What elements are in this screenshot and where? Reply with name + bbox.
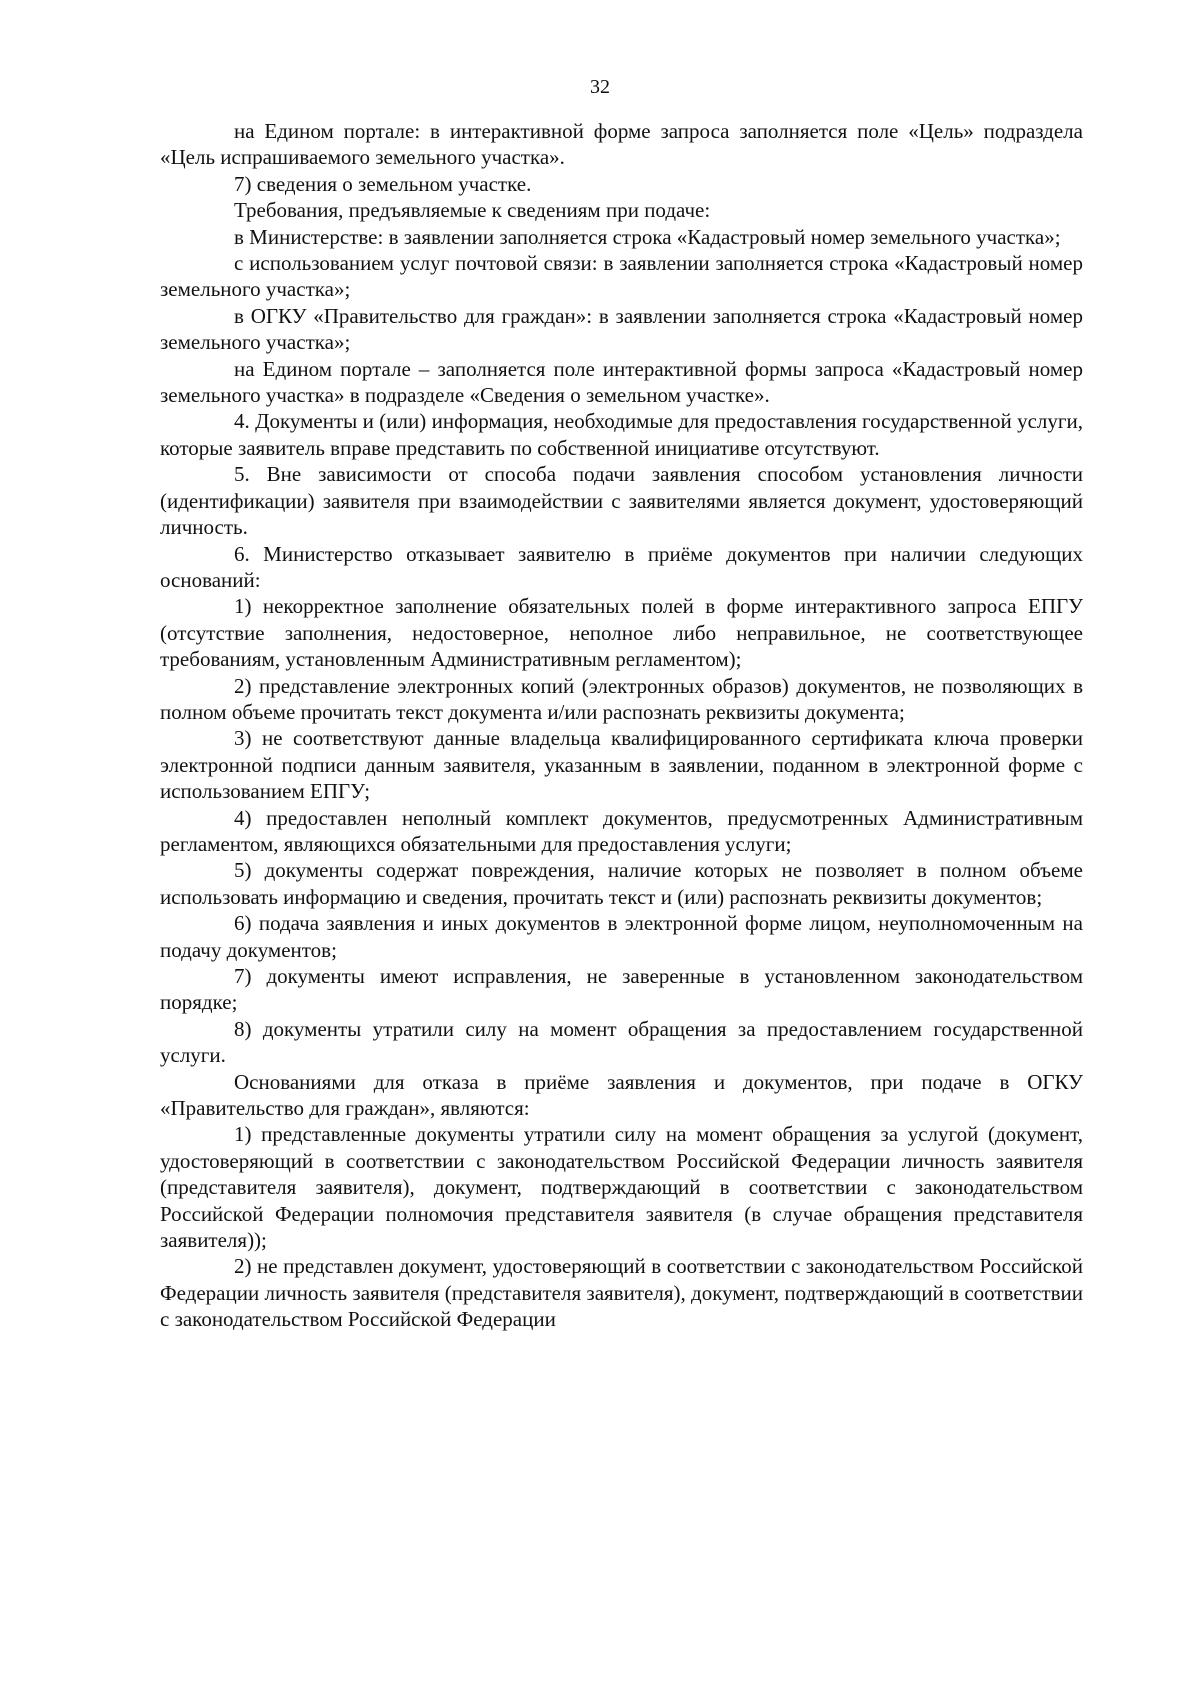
list-item: 1) некорректное заполнение обязательных полей в форме интерактивного запроса ЕПГУ (отсутствие заполнения, недостоверное, неполное либо неправильное, не соответствующее требованиям, установленным Административным регламентом); [160, 594, 1083, 672]
list-item: 3) не соответствуют данные владельца квалифицированного сертификата ключа проверки электронной подписи данным заявителя, указанным в заявлении, поданном в электронной форме с использованием ЕПГУ; [160, 726, 1083, 804]
page-number: 32 [590, 76, 610, 98]
document-body [160, 118, 1083, 1333]
list-item: 1) представленные документы утратили силу на момент обращения за услугой (документ, удостоверяющий в соответствии с законодательством Российской Федерации личность заявителя (представителя заявителя), документ, подтверждающий в соответствии с законодательством Российской Федерации полномочия представителя заявителя (в случае обращения представителя заявителя)); [160, 1122, 1083, 1253]
list-item: 4) предоставлен неполный комплект документов, предусмотренных Административным регламентом, являющихся обязательными для предоставления услуги; [160, 805, 1083, 856]
list-item: 2) представление электронных копий (электронных образов) документов, не позволяющих в полном объеме прочитать текст документа и/или распознать реквизиты документа; [160, 673, 1083, 724]
list-item: 2) не представлен документ, удостоверяющий в соответствии с законодательством Российской Федерации личность заявителя (представителя заявителя), документ, подтверждающий в соответствии с законодательством Российской Федерации [160, 1254, 1083, 1332]
paragraph: Требования, предъявляемые к сведениям при подаче: [234, 198, 711, 223]
paragraph: с использованием услуг почтовой связи: в заявлении заполняется строка «Кадастровый номер земельного участка»; [160, 251, 1083, 302]
paragraph: Основаниями для отказа в приёме заявления и документов, при подаче в ОГКУ «Правительство для граждан», являются: [160, 1069, 1083, 1121]
paragraph: 6. Министерство отказывает заявителю в приёме документов при наличии следующих оснований: [160, 541, 1083, 592]
list-item: 5) документы содержат повреждения, наличие которых не позволяет в полном объеме использовать информацию и сведения, прочитать текст и (или) распознать реквизиты документов; [160, 858, 1083, 909]
list-item: 7) документы имеют исправления, не заверенные в установленном законодательством порядке; [160, 964, 1083, 1015]
paragraph: в Министерстве: в заявлении заполняется строка «Кадастровый номер земельного участка»; [234, 224, 1061, 249]
paragraph: 4. Документы и (или) информация, необходимые для предоставления государственной услуги, которые заявитель вправе представить по собственной инициативе отсутствуют. [160, 409, 1083, 460]
paragraph: в ОГКУ «Правительство для граждан»: в заявлении заполняется строка «Кадастровый номер земельного участка»; [160, 303, 1083, 355]
paragraph: 5. Вне зависимости от способа подачи заявления способом установления личности (идентификации) заявителя при взаимодействии с заявителями является документ, удостоверяющий личность. [160, 462, 1083, 540]
paragraph: на Едином портале: в интерактивной форме запроса заполняется поле «Цель» подраздела «Цель испрашиваемого земельного участка». [160, 119, 1083, 170]
paragraph: на Едином портале – заполняется поле интерактивной формы запроса «Кадастровый номер земельного участка» в подразделе «Сведения о земельном участке». [160, 356, 1083, 408]
paragraph: 7) сведения о земельном участке. [234, 171, 532, 196]
list-item: 6) подача заявления и иных документов в электронной форме лицом, неуполномоченным на подачу документов; [160, 911, 1083, 962]
list-item: 8) документы утратили силу на момент обращения за предоставлением государственной услуги. [160, 1016, 1083, 1068]
